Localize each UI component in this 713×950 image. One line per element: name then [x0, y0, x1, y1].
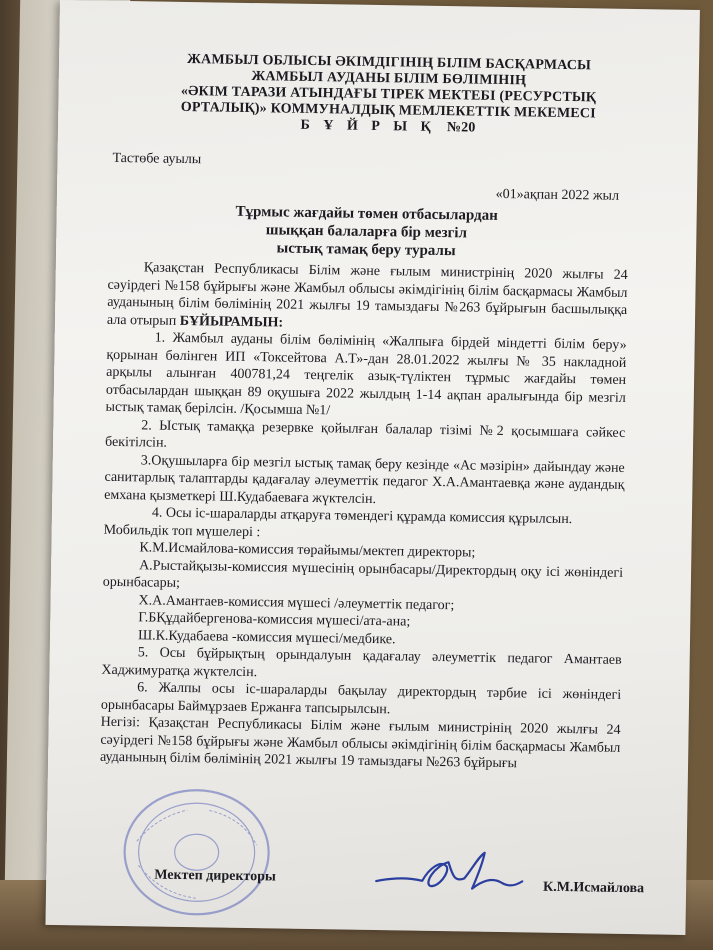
title-line: шыққан балаларға бір мезгіл — [265, 222, 468, 242]
mobile-group-heading: Мобильдік топ мүшелері : — [103, 522, 261, 540]
signer-name: К.М.Исмайлова — [542, 879, 645, 897]
document-body — [100, 259, 628, 775]
order-item-5: 5. Осы бұйрықтың орындалуын қадағалау әлеуметтік педагог Амантаев Хаджимуратқа жүктелсін. — [101, 645, 622, 680]
order-item-3: 3.Оқушыларға бір мезгіл ыстық тамақ беру кезінде «Ас мәзірін» дайындау және санитарлық талаптарды қадағалау әлеуметтік педагог Х.А.Амантаевқа және аудандық емхана қызметкері Ш.Кудабаеваға жүктелсін. — [104, 452, 625, 507]
committee-member: А.Рыстайқызы-комиссия мүшесінің орынбасары/Директордың оқу ісі жөніндегі орынбасары; — [102, 557, 624, 591]
header-line: ЖАМБЫЛ АУДАНЫ БІЛІМ БӨЛІМІНІҢ — [251, 69, 527, 89]
order-item-6: 6. Жалпы осы іс-шараларды бақылау директордың тәрбие ісі жөніндегі орынбасары Баймұрзаев Ержанға тапсырылсын. — [100, 680, 622, 717]
document-title — [186, 202, 547, 262]
committee-member: Ш.К.Кудабаева -комиссия мүшесі/медбике. — [137, 627, 396, 647]
header-line: ЖАМБЫЛ ОБЛЫСЫ ӘКІМДІГІНІҢ БІЛІМ БАСҚАРМАСЫ — [186, 52, 592, 74]
order-item-2: 2. Ыстық тамаққа резервке қойылған балалар тізімі №2 қосымшаға сәйкес бекітілсін. — [104, 417, 626, 451]
organization-header — [138, 51, 639, 139]
title-line: Тұрмыс жағдайы төмен отбасылардан — [235, 203, 498, 224]
order-number: №20 — [446, 120, 476, 136]
intro-command: БҰЙЫРАМЫН: — [179, 313, 284, 331]
signature-block — [154, 860, 645, 907]
committee-member: К.М.Исмайлова-комиссия төрайымы/мектеп директоры; — [139, 540, 476, 561]
header-line: ОРТАЛЫҚ)» КОММУНАЛДЫҚ МЕМЛЕКЕТТІК МЕКЕМЕСІ — [180, 99, 596, 122]
header-line: «ӘКІМ ТАРАЗИ АТЫНДАҒЫ ТІРЕК МЕКТЕБІ (РЕСУРСТЫҚ — [180, 83, 597, 106]
signer-role: Мектеп директоры — [154, 867, 276, 885]
stamp-icon — [116, 781, 278, 923]
committee-member: Х.А.Амантаев-комиссия мүшесі /әлеуметтік педагог; — [138, 592, 455, 613]
document-date: «01»ақпан 2022 жыл — [495, 186, 620, 204]
order-item-4: 4. Осы іс-шараларды атқаруға төмендегі құрамда комиссия құрылсын. — [151, 505, 573, 528]
signature-icon — [374, 847, 525, 905]
place-name: Тастөбе ауылы — [112, 150, 202, 168]
order-item-1: 1. Жамбыл ауданы білім бөлімінің «Жалпыға бірдей міндетті білім беру» қорынан бөлінген ИП «Токсейтова А.Т»-дан 28.01.2022 жылғы № 35 накладной арқылы алынған 400781,24 теңгелік азық-түліктен тұрмыс жағдайы төмен отбасылардан шыққан 89 оқушыға 2022 жылдың 1-14 ақпан аралығында бір мезгіл ыстық тамақ берілсін. /Қосымша №1/ — [105, 330, 627, 419]
title-line: ыстық тамақ беру туралы — [276, 240, 456, 260]
document-page — [45, 0, 699, 935]
order-label: Б Ұ Й Р Ы Қ — [300, 117, 436, 135]
intro-paragraph — [107, 259, 628, 337]
committee-member: Г.БҚұдайбергенова-комиссия мүшесі/ата-ана; — [138, 610, 411, 630]
intro-text: Қазақстан Республикасы Білім және ғылым министрінің 2020 жылғы 24 сәуірдегі №158 бұйрығы және Жамбыл облысы әкімдігінің білім басқармасы Жамбыл ауданының білім бөлімінің 2021 жылғы 19 тамыздағы №263 бұйрығын басшылыққа ала отырып — [106, 260, 628, 329]
basis-paragraph: Негізі: Қазақстан Республикасы Білім және ғылым министрінің 2020 жылғы 24 сәуірдегі №158 бұйрығы және Жамбыл облысы әкімдігінің білім басқармасы Жамбыл ауданының білім бөлімінің 2021 жылғы 19 тамыздағы №263 бұйрығы — [99, 714, 621, 772]
